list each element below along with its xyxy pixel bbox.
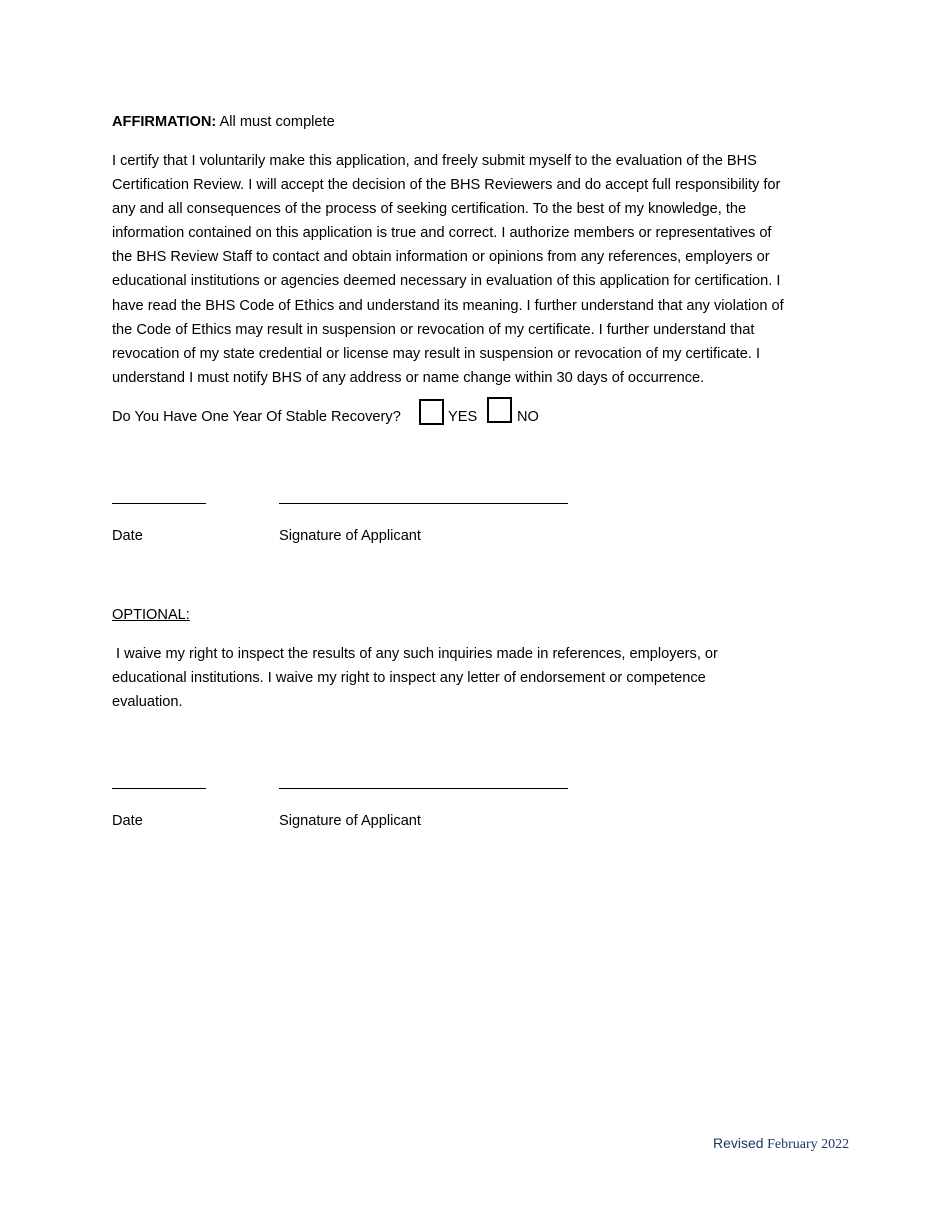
revised-date: February 2022	[763, 1137, 850, 1152]
optional-heading: OPTIONAL:	[112, 607, 190, 623]
recovery-question: Do You Have One Year Of Stable Recovery?	[112, 409, 401, 425]
paragraph-line: understand I must notify BHS of any address or name change within 30 days of occurrence.	[112, 369, 705, 386]
affirmation-label: AFFIRMATION:	[112, 114, 217, 130]
revised-word: Revised	[713, 1135, 764, 1151]
date-line[interactable]	[112, 503, 206, 504]
affirmation-subtitle: All must complete	[216, 114, 335, 130]
paragraph-line: have read the BHS Code of Ethics and understand its meaning. I further understand that any violation of	[112, 297, 784, 314]
optional-signature-label: Signature of Applicant	[279, 813, 421, 829]
optional-paragraph	[112, 642, 847, 714]
paragraph-line: evaluation.	[112, 694, 183, 711]
paragraph-line: I certify that I voluntarily make this application, and freely submit myself to the evaluation of the BHS	[112, 153, 757, 169]
paragraph-line: I waive my right to inspect the results of any such inquiries made in references, employers, or	[112, 646, 718, 662]
paragraph-line: educational institutions or agencies deemed necessary in evaluation of this application for certification. I	[112, 273, 781, 290]
yes-label: YES	[448, 409, 478, 425]
paragraph-line: Certification Review. I will accept the decision of the BHS Reviewers and do accept full responsibility for	[112, 177, 781, 194]
paragraph-line: any and all consequences of the process of seeking certification. To the best of my knowledge, the	[112, 201, 747, 218]
paragraph-line: revocation of my state credential or license may result in suspension or revocation of my certificate. I	[112, 345, 761, 362]
affirmation-paragraph	[112, 149, 847, 390]
date-label: Date	[112, 528, 143, 544]
signature-line[interactable]	[279, 503, 568, 504]
optional-signature-line[interactable]	[279, 788, 568, 789]
optional-date-label: Date	[112, 813, 143, 829]
affirmation-heading	[112, 110, 335, 134]
paragraph-line: educational institutions. I waive my right to inspect any letter of endorsement or competence	[112, 670, 706, 687]
optional-date-line[interactable]	[112, 788, 206, 789]
paragraph-line: the Code of Ethics may result in suspension or revocation of my certificate. I further understand that	[112, 321, 755, 338]
signature-label: Signature of Applicant	[279, 528, 421, 544]
paragraph-line: the BHS Review Staff to contact and obtain information or opinions from any references, employers or	[112, 249, 770, 266]
paragraph-line: information contained on this application is true and correct. I authorize members or representatives of	[112, 225, 772, 242]
no-label: NO	[517, 409, 539, 425]
revision-footer	[713, 1133, 849, 1155]
no-checkbox[interactable]	[487, 397, 512, 423]
yes-checkbox[interactable]	[419, 399, 444, 425]
